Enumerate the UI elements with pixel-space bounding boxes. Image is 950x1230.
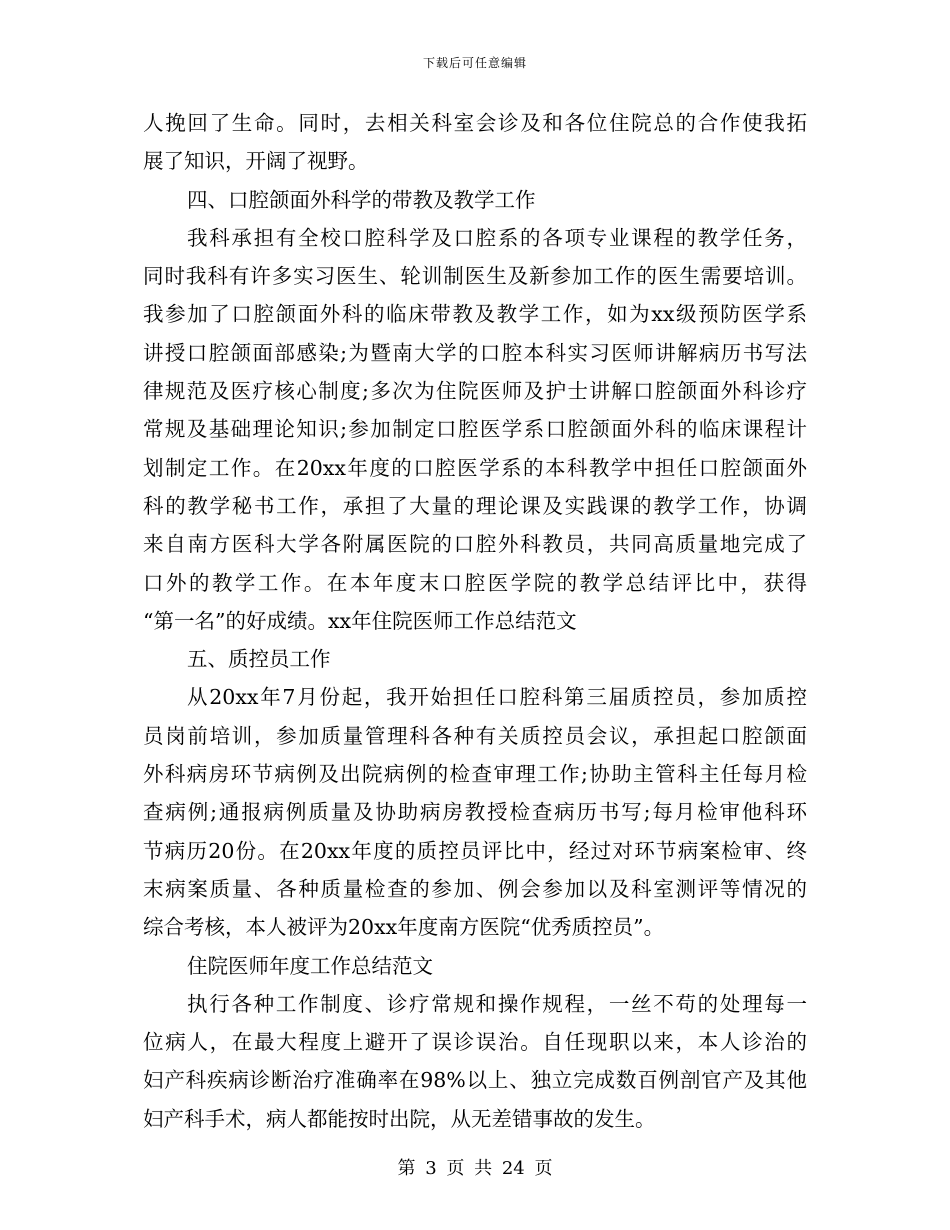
text-line: 我科承担有全校口腔科学及口腔系的各项专业课程的教学任务， — [187, 225, 807, 250]
text-line: 末病案质量、各种质量检查的参加、例会参加以及科室测评等情况的 — [143, 876, 807, 901]
text-line: 划制定工作。在20xx年度的口腔医学系的本科教学中担任口腔颌面外 — [143, 455, 807, 480]
text-line: 口外的教学工作。在本年度末口腔医学院的教学总结评比中，获得 — [143, 570, 807, 595]
text-line: 查病例;通报病例质量及协助病房教授检查病历书写;每月检审他科环 — [143, 800, 807, 825]
text-line: “第一名”的好成绩。xx年住院医师工作总结范文 — [143, 608, 577, 633]
page-header: 下载后可任意编辑 — [422, 56, 527, 70]
section-heading: 五、质控员工作 — [187, 647, 331, 672]
section-heading: 四、口腔颌面外科学的带教及教学工作 — [187, 187, 536, 212]
text-line: 律规范及医疗核心制度;多次为住院医师及护士讲解口腔颌面外科诊疗 — [143, 379, 807, 404]
text-line: 妇产科疾病诊断治疗准确率在98%以上、独立完成数百例剖官产及其他 — [143, 1068, 807, 1093]
text-line: 外科病房环节病例及出院病例的检查审理工作;协助主管科主任每月检 — [143, 762, 807, 787]
text-line: 人挽回了生命。同时，去相关科室会诊及和各位住院总的合作使我拓 — [143, 111, 807, 135]
text-line: 执行各种工作制度、诊疗常规和操作规程，一丝不苟的处理每一 — [187, 991, 807, 1016]
page-footer: 第 3 页 共 24 页 — [397, 1158, 553, 1179]
text-line: 展了知识，开阔了视野。 — [143, 149, 369, 174]
text-line: 从20xx年7月份起，我开始担任口腔科第三届质控员，参加质控 — [187, 685, 807, 710]
text-line: 节病历20份。在20xx年度的质控员评比中，经过对环节病案检审、终 — [143, 838, 807, 863]
text-line: 来自南方医科大学各附属医院的口腔外科教员，共同高质量地完成了 — [143, 532, 807, 557]
text-line: 同时我科有许多实习医生、轮训制医生及新参加工作的医生需要培训。 — [143, 264, 807, 289]
text-line: 讲授口腔颌面部感染;为暨南大学的口腔本科实习医师讲解病历书写法 — [143, 340, 807, 365]
text-line: 常规及基础理论知识;参加制定口腔医学系口腔颌面外科的临床课程计 — [143, 417, 807, 442]
section-heading: 住院医师年度工作总结范文 — [187, 953, 433, 978]
text-line: 科的教学秘书工作，承担了大量的理论课及实践课的教学工作，协调 — [143, 493, 807, 518]
text-line: 我参加了口腔颌面外科的临床带教及教学工作，如为xx级预防医学系 — [143, 302, 807, 327]
text-line: 员岗前培训，参加质量管理科各种有关质控员会议，承担起口腔颌面 — [143, 723, 807, 748]
text-line: 位病人，在最大程度上避开了误诊误治。自任现职以来，本人诊治的 — [143, 1030, 807, 1055]
text-line: 综合考核，本人被评为20xx年度南方医院“优秀质控员”。 — [143, 915, 665, 940]
document-body — [143, 104, 807, 1138]
text-line: 妇产科手术，病人都能按时出院，从无差错事故的发生。 — [143, 1106, 656, 1131]
